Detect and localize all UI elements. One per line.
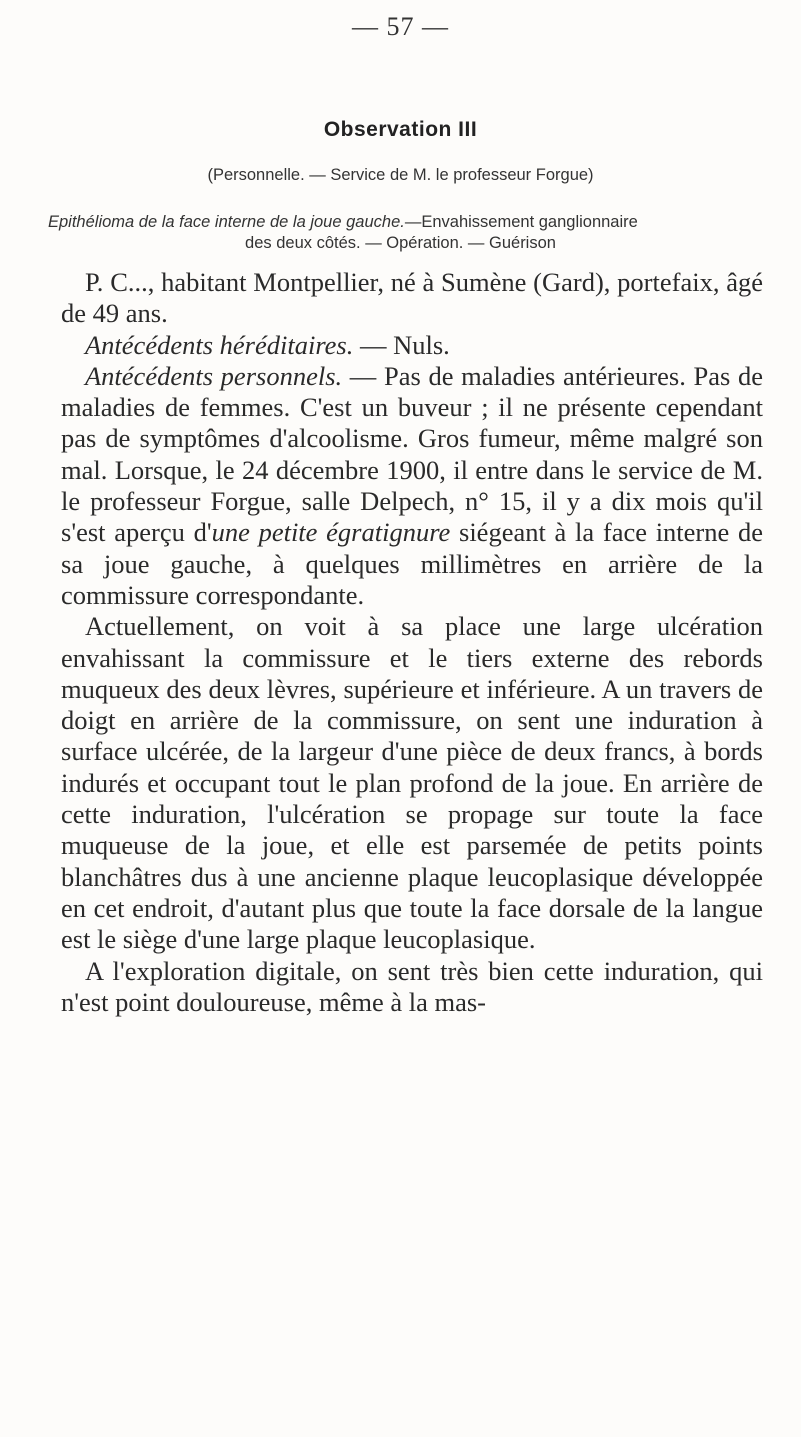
observation-source: (Personnelle. — Service de M. le professeur Forgue) — [207, 166, 594, 184]
personal-text-a: — Pas de maladies antérieures. Pas de maladies de femmes. C'est un buveur ; il ne présente cependant pas de symptômes d'alcoolisme. Gros fumeur, même malgré son mal. Lorsque, le 24 décembre 1900, il entre dans le service de M. le professeur Forgue, salle Delpech, n° 15, il y a dix mois qu'il s'est aperçu d' — [61, 360, 763, 548]
personal-italic: une petite égratignure — [211, 517, 451, 548]
paragraph-hereditary — [61, 330, 763, 361]
diagnosis-italic: Epithélioma de la face interne de la joue gauche. — [48, 213, 405, 231]
observation-title: Observation III — [323, 118, 478, 141]
heading-personal: Antécédents personnels. — [85, 360, 343, 391]
page-number: — 57 — — [352, 12, 449, 41]
paragraph-personal — [61, 361, 763, 611]
paragraph-current-state: Actuellement, on voit à sa place une large ulcération envahissant la commissure et le tiers externe des rebords muqueux des deux lèvres, supérieure et inférieure. A un travers de doigt en arrière de la commissure, on sent une induration à surface ulcérée, de la largeur d'une pièce de deux francs, à bords indurés et occupant tout le plan profond de la joue. En arrière de cette induration, l'ulcération se propage sur toute la face muqueuse de la joue, et elle est parsemée de petits points blanchâtres dus à une ancienne plaque leucoplasique développée en cet endroit, d'autant plus que toute la face dorsale de la langue est le siège d'une large plaque leucoplasique. — [61, 611, 763, 955]
paragraph-exploration: A l'exploration digitale, on sent très bien cette induration, qui n'est point douloureuse, même à la mas- — [61, 955, 763, 1017]
paragraph-patient: P. C..., habitant Montpellier, né à Sumène (Gard), portefaix, âgé de 49 ans. — [61, 267, 763, 329]
observation-diagnosis — [48, 213, 788, 232]
observation-diagnosis-line2: des deux côtés. — Opération. — Guérison — [245, 234, 556, 252]
personal-text-b: siégeant à la face interne de sa joue gauche, à quelques millimètres en arrière de la commissure correspondante. — [61, 517, 763, 610]
diagnosis-rest: —Envahissement ganglionnaire — [404, 213, 638, 231]
hereditary-text: — Nuls. — [353, 329, 450, 360]
heading-hereditary: Antécédents héréditaires. — [85, 329, 354, 360]
body-text — [61, 267, 763, 1018]
